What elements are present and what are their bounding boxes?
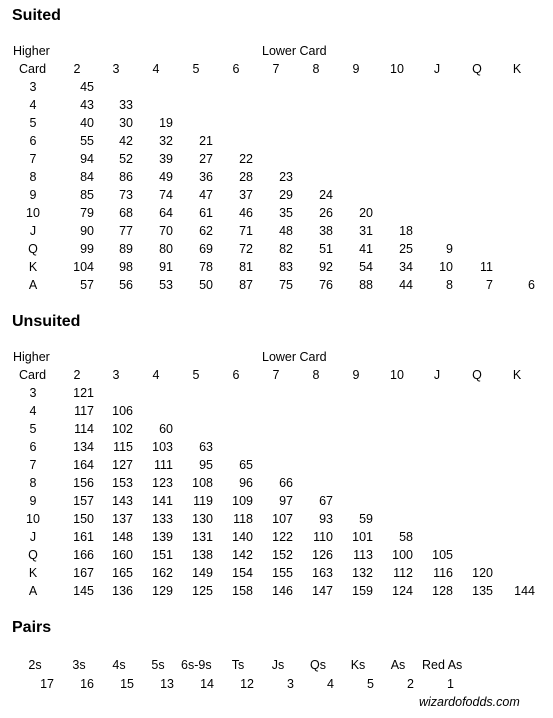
unsuited-cell: 102	[112, 422, 133, 436]
unsuited-col-header: 9	[352, 368, 360, 382]
suited-col-header: Q	[472, 62, 482, 76]
suited-cell: 32	[159, 134, 173, 148]
unsuited-cell: 137	[112, 512, 133, 526]
suited-cell: 70	[159, 224, 173, 238]
suited-row-label: 6	[29, 134, 37, 148]
suited-cell: 84	[80, 170, 94, 184]
pairs-value: 3	[287, 677, 294, 691]
suited-row-label: Q	[28, 242, 38, 256]
suited-cell: 91	[159, 260, 173, 274]
suited-cell: 98	[119, 260, 133, 274]
suited-cell: 55	[80, 134, 94, 148]
unsuited-col-header: 6	[232, 368, 240, 382]
unsuited-cell: 140	[232, 530, 253, 544]
suited-cell: 36	[199, 170, 213, 184]
pairs-header: Js	[271, 658, 285, 672]
unsuited-col-header: Q	[472, 368, 482, 382]
suited-cell: 48	[279, 224, 293, 238]
suited-cell: 38	[319, 224, 333, 238]
unsuited-row-label: A	[28, 584, 38, 598]
unsuited-row-label: 4	[29, 404, 37, 418]
suited-row-label: J	[29, 224, 37, 238]
unsuited-cell: 167	[73, 566, 94, 580]
pairs-title: Pairs	[12, 619, 52, 636]
suited-cell: 34	[399, 260, 413, 274]
unsuited-cell: 120	[472, 566, 493, 580]
suited-cell: 61	[199, 206, 213, 220]
unsuited-cell: 162	[152, 566, 173, 580]
suited-cell: 77	[119, 224, 133, 238]
unsuited-cell: 157	[73, 494, 94, 508]
unsuited-cell: 122	[272, 530, 293, 544]
unsuited-cell: 144	[514, 584, 535, 598]
unsuited-cell: 93	[319, 512, 333, 526]
unsuited-cell: 110	[313, 530, 333, 544]
suited-cell: 39	[159, 152, 173, 166]
suited-cell: 6	[528, 278, 535, 292]
unsuited-cell: 166	[73, 548, 94, 562]
unsuited-cell: 125	[192, 584, 213, 598]
pairs-header: As	[390, 658, 406, 672]
suited-cell: 75	[279, 278, 293, 292]
unsuited-cell: 134	[73, 440, 94, 454]
suited-cell: 30	[119, 116, 133, 130]
suited-row-label: 9	[29, 188, 37, 202]
suited-row-label: 7	[29, 152, 37, 166]
unsuited-cell: 161	[73, 530, 94, 544]
pairs-header: Ks	[350, 658, 366, 672]
pairs-value: 17	[40, 677, 54, 691]
unsuited-row-label: 10	[26, 512, 40, 526]
unsuited-cell: 109	[232, 494, 253, 508]
unsuited-cell: 128	[432, 584, 453, 598]
unsuited-cell: 100	[392, 548, 413, 562]
suited-row-label: 5	[29, 116, 37, 130]
unsuited-row-label: K	[28, 566, 38, 580]
unsuited-cell: 107	[272, 512, 293, 526]
suited-cell: 42	[119, 134, 133, 148]
suited-col-header: 7	[272, 62, 280, 76]
unsuited-cell: 133	[152, 512, 173, 526]
unsuited-col-header: J	[433, 368, 441, 382]
suited-cell: 79	[80, 206, 94, 220]
pairs-header: 6s-9s	[181, 658, 212, 672]
suited-cell: 8	[446, 278, 453, 292]
unsuited-cell: 160	[112, 548, 133, 562]
suited-cell: 82	[279, 242, 293, 256]
pairs-header: 3s	[72, 658, 86, 672]
suited-cell: 31	[359, 224, 373, 238]
suited-col-header: J	[433, 62, 441, 76]
suited-cell: 94	[80, 152, 94, 166]
unsuited-cell: 97	[279, 494, 293, 508]
suited-cell: 69	[199, 242, 213, 256]
suited-col-header: 2	[73, 62, 81, 76]
unsuited-cell: 95	[199, 458, 213, 472]
suited-cell: 47	[199, 188, 213, 202]
suited-row-label: 3	[29, 80, 37, 94]
suited-row-header-top: Higher	[13, 44, 50, 58]
unsuited-row-label: Q	[28, 548, 38, 562]
suited-col-header: 3	[112, 62, 120, 76]
unsuited-cell: 138	[192, 548, 213, 562]
unsuited-cell: 126	[312, 548, 333, 562]
suited-cell: 56	[119, 278, 133, 292]
unsuited-cell: 165	[112, 566, 133, 580]
suited-row-label: K	[28, 260, 38, 274]
suited-cell: 23	[279, 170, 293, 184]
unsuited-col-header: K	[512, 368, 522, 382]
pairs-value: 2	[407, 677, 414, 691]
unsuited-cell: 130	[192, 512, 213, 526]
suited-cell: 54	[359, 260, 373, 274]
suited-cell: 41	[359, 242, 373, 256]
unsuited-col-group-label: Lower Card	[262, 350, 327, 364]
unsuited-row-header-bottom: Card	[19, 368, 47, 382]
unsuited-cell: 112	[393, 566, 413, 580]
suited-cell: 76	[319, 278, 333, 292]
unsuited-cell: 141	[152, 494, 173, 508]
unsuited-cell: 145	[73, 584, 94, 598]
suited-col-header: 5	[192, 62, 200, 76]
pairs-header: 2s	[28, 658, 42, 672]
credit-text: wizardofodds.com	[419, 695, 520, 709]
unsuited-cell: 135	[472, 584, 493, 598]
suited-cell: 51	[319, 242, 333, 256]
unsuited-col-header: 4	[152, 368, 160, 382]
unsuited-cell: 163	[312, 566, 333, 580]
unsuited-cell: 66	[279, 476, 293, 490]
unsuited-row-label: 8	[29, 476, 37, 490]
suited-cell: 50	[199, 278, 213, 292]
unsuited-cell: 159	[352, 584, 373, 598]
suited-cell: 37	[239, 188, 253, 202]
suited-cell: 71	[239, 224, 253, 238]
suited-col-group-label: Lower Card	[262, 44, 327, 58]
unsuited-col-header: 8	[312, 368, 320, 382]
unsuited-col-header: 7	[272, 368, 280, 382]
suited-cell: 64	[159, 206, 173, 220]
unsuited-title: Unsuited	[12, 313, 81, 330]
unsuited-cell: 164	[73, 458, 94, 472]
suited-cell: 53	[159, 278, 173, 292]
unsuited-cell: 156	[73, 476, 94, 490]
suited-cell: 20	[359, 206, 373, 220]
unsuited-cell: 111	[153, 458, 173, 472]
suited-cell: 25	[399, 242, 413, 256]
unsuited-cell: 152	[272, 548, 293, 562]
suited-cell: 62	[199, 224, 213, 238]
unsuited-cell: 101	[352, 530, 373, 544]
suited-cell: 21	[199, 134, 213, 148]
pairs-header: Ts	[231, 658, 245, 672]
pairs-value: 16	[80, 677, 94, 691]
unsuited-cell: 117	[74, 404, 94, 418]
suited-cell: 90	[80, 224, 94, 238]
suited-col-header: 10	[390, 62, 404, 76]
suited-cell: 33	[119, 98, 133, 112]
unsuited-cell: 115	[113, 440, 133, 454]
suited-cell: 104	[73, 260, 94, 274]
suited-cell: 46	[239, 206, 253, 220]
unsuited-cell: 131	[192, 530, 213, 544]
pairs-header: 5s	[151, 658, 165, 672]
suited-cell: 68	[119, 206, 133, 220]
suited-cell: 10	[439, 260, 453, 274]
suited-cell: 78	[199, 260, 213, 274]
unsuited-cell: 129	[152, 584, 173, 598]
unsuited-cell: 123	[152, 476, 173, 490]
unsuited-cell: 154	[232, 566, 253, 580]
unsuited-row-label: 3	[29, 386, 37, 400]
unsuited-cell: 147	[312, 584, 333, 598]
unsuited-cell: 96	[239, 476, 253, 490]
suited-cell: 85	[80, 188, 94, 202]
suited-cell: 28	[239, 170, 253, 184]
suited-row-label: 10	[26, 206, 40, 220]
unsuited-cell: 155	[272, 566, 293, 580]
unsuited-col-header: 2	[73, 368, 81, 382]
suited-cell: 99	[80, 242, 94, 256]
suited-cell: 74	[159, 188, 173, 202]
suited-row-label: A	[28, 278, 38, 292]
suited-col-header: 4	[152, 62, 160, 76]
unsuited-row-label: J	[29, 530, 37, 544]
unsuited-cell: 143	[112, 494, 133, 508]
unsuited-row-label: 9	[29, 494, 37, 508]
unsuited-cell: 118	[233, 512, 253, 526]
suited-cell: 83	[279, 260, 293, 274]
unsuited-cell: 139	[152, 530, 173, 544]
suited-col-header: 9	[352, 62, 360, 76]
unsuited-cell: 158	[232, 584, 253, 598]
unsuited-cell: 116	[433, 566, 453, 580]
unsuited-col-header: 10	[390, 368, 404, 382]
suited-cell: 22	[239, 152, 253, 166]
unsuited-cell: 150	[73, 512, 94, 526]
suited-row-label: 8	[29, 170, 37, 184]
suited-cell: 24	[319, 188, 333, 202]
suited-cell: 35	[279, 206, 293, 220]
unsuited-cell: 149	[192, 566, 213, 580]
suited-col-header: 6	[232, 62, 240, 76]
pairs-value: 5	[367, 677, 374, 691]
suited-cell: 72	[239, 242, 253, 256]
suited-cell: 73	[119, 188, 133, 202]
suited-cell: 9	[446, 242, 453, 256]
suited-col-header: K	[512, 62, 522, 76]
unsuited-cell: 114	[74, 422, 94, 436]
suited-cell: 92	[319, 260, 333, 274]
suited-cell: 52	[119, 152, 133, 166]
unsuited-cell: 146	[272, 584, 293, 598]
suited-cell: 57	[80, 278, 94, 292]
suited-cell: 45	[80, 80, 94, 94]
suited-cell: 18	[399, 224, 413, 238]
suited-col-header: 8	[312, 62, 320, 76]
unsuited-cell: 151	[152, 548, 173, 562]
pairs-header: Red As	[422, 658, 463, 672]
suited-cell: 40	[80, 116, 94, 130]
unsuited-cell: 63	[199, 440, 213, 454]
unsuited-cell: 124	[392, 584, 413, 598]
pairs-value: 15	[120, 677, 134, 691]
suited-cell: 26	[319, 206, 333, 220]
unsuited-col-header: 5	[192, 368, 200, 382]
suited-cell: 89	[119, 242, 133, 256]
unsuited-cell: 60	[159, 422, 173, 436]
unsuited-cell: 67	[319, 494, 333, 508]
unsuited-cell: 108	[192, 476, 213, 490]
unsuited-row-header-top: Higher	[13, 350, 50, 364]
unsuited-row-label: 6	[29, 440, 37, 454]
unsuited-cell: 103	[152, 440, 173, 454]
pairs-value: 4	[327, 677, 334, 691]
suited-cell: 49	[159, 170, 173, 184]
suited-title: Suited	[12, 7, 61, 24]
unsuited-cell: 142	[232, 548, 253, 562]
suited-row-header-bottom: Card	[19, 62, 47, 76]
pairs-value: 1	[447, 677, 454, 691]
unsuited-cell: 113	[353, 548, 373, 562]
pairs-value: 13	[160, 677, 174, 691]
suited-cell: 7	[486, 278, 493, 292]
unsuited-cell: 65	[239, 458, 253, 472]
suited-cell: 27	[199, 152, 213, 166]
pairs-value: 12	[240, 677, 254, 691]
unsuited-row-label: 7	[29, 458, 37, 472]
unsuited-cell: 127	[112, 458, 133, 472]
suited-cell: 87	[239, 278, 253, 292]
unsuited-cell: 105	[432, 548, 453, 562]
unsuited-cell: 59	[359, 512, 373, 526]
unsuited-cell: 132	[352, 566, 373, 580]
pairs-header: 4s	[112, 658, 126, 672]
suited-cell: 80	[159, 242, 173, 256]
suited-cell: 86	[119, 170, 133, 184]
unsuited-cell: 148	[112, 530, 133, 544]
unsuited-cell: 121	[73, 386, 94, 400]
unsuited-row-label: 5	[29, 422, 37, 436]
unsuited-cell: 58	[399, 530, 413, 544]
unsuited-cell: 106	[112, 404, 133, 418]
unsuited-col-header: 3	[112, 368, 120, 382]
suited-cell: 43	[80, 98, 94, 112]
unsuited-cell: 153	[112, 476, 133, 490]
suited-row-label: 4	[29, 98, 37, 112]
suited-cell: 11	[480, 260, 493, 274]
suited-cell: 81	[239, 260, 253, 274]
suited-cell: 29	[279, 188, 293, 202]
pairs-header: Qs	[310, 658, 326, 672]
suited-cell: 88	[359, 278, 373, 292]
unsuited-cell: 119	[193, 494, 213, 508]
suited-cell: 44	[399, 278, 413, 292]
pairs-value: 14	[200, 677, 214, 691]
unsuited-cell: 136	[112, 584, 133, 598]
suited-cell: 19	[159, 116, 173, 130]
